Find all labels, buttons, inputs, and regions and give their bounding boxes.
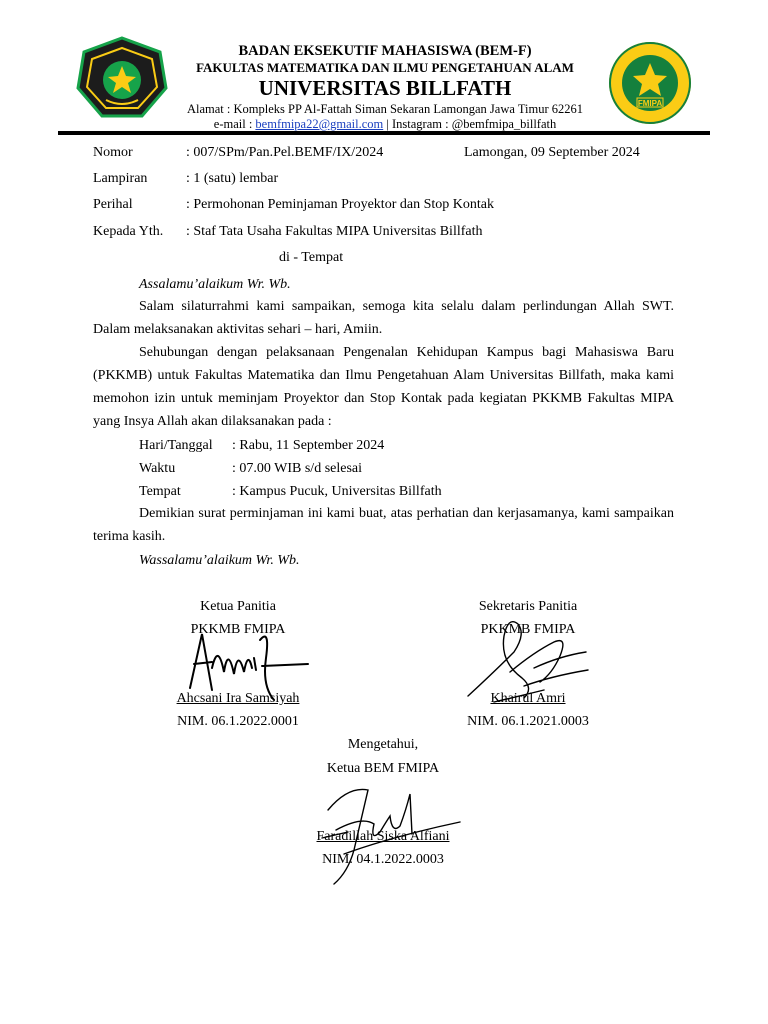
right-signer-role: Sekretaris Panitia [478, 599, 578, 614]
nomor-label: Nomor [93, 145, 133, 160]
letterhead [150, 43, 620, 132]
detail-label-place: Tempat [139, 484, 181, 499]
nomor-value: : 007/SPm/Pan.Pel.BEMF/IX/2024 [186, 145, 384, 160]
paragraph-2: Sehubungan dengan pelaksanaan Pengenalan Kehidupan Kampus bagi Mahasiswa Baru (PKKMB) untuk Fakultas Matematika dan Ilmu Pengetahuan Alam Universitas Billfath, maka kami memohon izin untuk meminjam Proyektor dan Stop Kontak pada kegiatan PKKMB Fakultas MIPA yang Insya Allah akan dilaksanakan pada : [93, 345, 674, 429]
svg-text:FMIPA: FMIPA [637, 99, 663, 108]
closing: Wassalamu’alaikum Wr. Wb. [139, 553, 300, 568]
email-link[interactable]: bemfmipa22@gmail.com [255, 117, 384, 131]
left-signer-nim: NIM. 06.1.2022.0001 [177, 714, 299, 729]
tempat-line: di - Tempat [279, 250, 344, 265]
lampiran-label: Lampiran [93, 171, 148, 186]
right-signer-org: PKKMB FMIPA [480, 622, 576, 637]
perihal-value: : Permohonan Peminjaman Proyektor dan Stop Kontak [186, 197, 494, 212]
detail-value-place: : Kampus Pucuk, Universitas Billfath [232, 484, 442, 499]
detail-value-date: : Rabu, 11 September 2024 [232, 438, 385, 453]
contact-line [150, 117, 620, 132]
address-line: Alamat : Kompleks PP Al-Fattah Siman Sekaran Lamongan Jawa Timur 62261 [186, 102, 584, 116]
detail-value-time: : 07.00 WIB s/d selesai [232, 461, 363, 476]
letter-date: Lamongan, 09 September 2024 [464, 145, 640, 160]
greeting: Assalamu’alaikum Wr. Wb. [139, 277, 291, 292]
center-signer-name: Faradillah Siska Alfiani [316, 829, 450, 844]
instagram-text: | Instagram : @bemfmipa_billfath [383, 117, 557, 131]
left-signer-role: Ketua Panitia [200, 599, 276, 614]
right-signer-nim: NIM. 06.1.2021.0003 [467, 714, 589, 729]
center-signer-nim: NIM. 04.1.2022.0003 [322, 852, 444, 867]
kepada-label: Kepada Yth. [93, 224, 164, 239]
left-signer-name: Ahcsani Ira Samsiyah [176, 691, 300, 706]
paragraph-1: Salam silaturrahmi kami sampaikan, semoga kita selalu dalam perlindungan Allah SWT. Dalam melaksanakan aktivitas sehari – hari, Amiin. [93, 299, 674, 337]
paragraph-3: Demikian surat perminjaman ini kami buat, atas perhatian dan kerjasamanya, kami sampaikan terima kasih. [93, 506, 674, 544]
university-name: UNIVERSITAS BILLFATH [258, 76, 512, 100]
acknowledgement-label: Mengetahui, [347, 737, 419, 752]
faculty-name: FAKULTAS MATEMATIKA DAN ILMU PENGETAHUAN ALAM [196, 60, 574, 75]
detail-label-time: Waktu [139, 461, 176, 476]
kepada-value: : Staf Tata Usaha Fakultas MIPA Universitas Billfath [186, 224, 483, 239]
email-label: e-mail : [213, 117, 256, 131]
center-signer-role: Ketua BEM FMIPA [326, 761, 440, 776]
detail-label-date: Hari/Tanggal [139, 438, 213, 453]
perihal-label: Perihal [93, 197, 133, 212]
lampiran-value: : 1 (satu) lembar [186, 171, 279, 186]
right-signer-name: Khairul Amri [490, 691, 566, 706]
org-name: BADAN EKSEKUTIF MAHASISWA (BEM-F) [238, 43, 532, 59]
left-signer-org: PKKMB FMIPA [190, 622, 286, 637]
letterhead-divider [58, 131, 710, 135]
